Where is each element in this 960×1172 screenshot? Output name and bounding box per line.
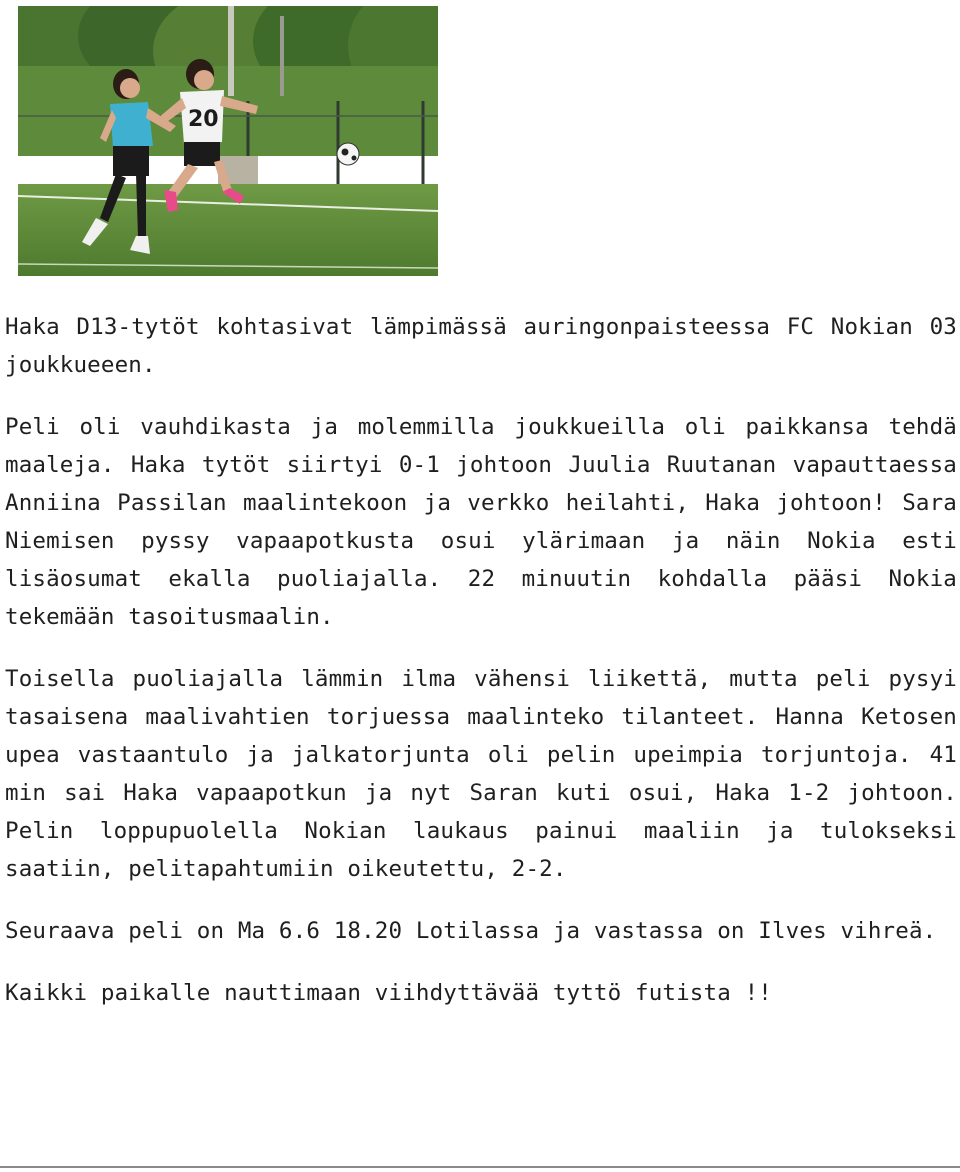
jersey-number: 20 — [188, 107, 219, 132]
article-paragraph-2: Peli oli vauhdikasta ja molemmilla joukkueilla oli paikkansa tehdä maaleja. Haka tytöt siirtyi 0-1 johtoon Juulia Ruutanan vapauttaessa Anniina Passilan maalintekoon ja verkko heilahti, Haka johtoon! Sara Niemisen pyssy vapaapotkusta osui ylärimaan ja näin Nokia esti lisäosumat ekalla puoliajalla. 22 minuutin kohdalla pääsi Nokia tekemään tasoitusmaalin. — [5, 414, 957, 630]
match-photo — [18, 6, 438, 276]
article-paragraph-3: Toisella puoliajalla lämmin ilma vähensi liikettä, mutta peli pysyi tasaisena maalivahtien torjuessa maalinteko tilanteet. Hanna Ketosen upea vastaantulo ja jalkatorjunta oli pelin upeimpia torjuntoja. 41 min sai Haka vapaapotkun ja nyt Saran kuti osui, Haka 1-2 johtoon. Pelin loppupuolella Nokian laukaus painui maaliin ja tulokseksi saatiin, pelitapahtumiin oikeutettu, 2-2. — [5, 666, 957, 882]
article-paragraph-5: Kaikki paikalle nauttimaan viihdyttävää tyttö futista !! — [5, 980, 772, 1006]
article-paragraph-1: Haka D13-tytöt kohtasivat lämpimässä auringonpaisteessa FC Nokian 03 joukkueeen. — [5, 314, 957, 378]
article-paragraph-4: Seuraava peli on Ma 6.6 18.20 Lotilassa ja vastassa on Ilves vihreä. — [5, 918, 937, 944]
bottom-divider — [0, 1166, 960, 1168]
ball-icon — [337, 143, 359, 165]
tree-line — [18, 6, 438, 156]
soccer-match-image — [18, 6, 438, 276]
article-body — [5, 308, 957, 1036]
